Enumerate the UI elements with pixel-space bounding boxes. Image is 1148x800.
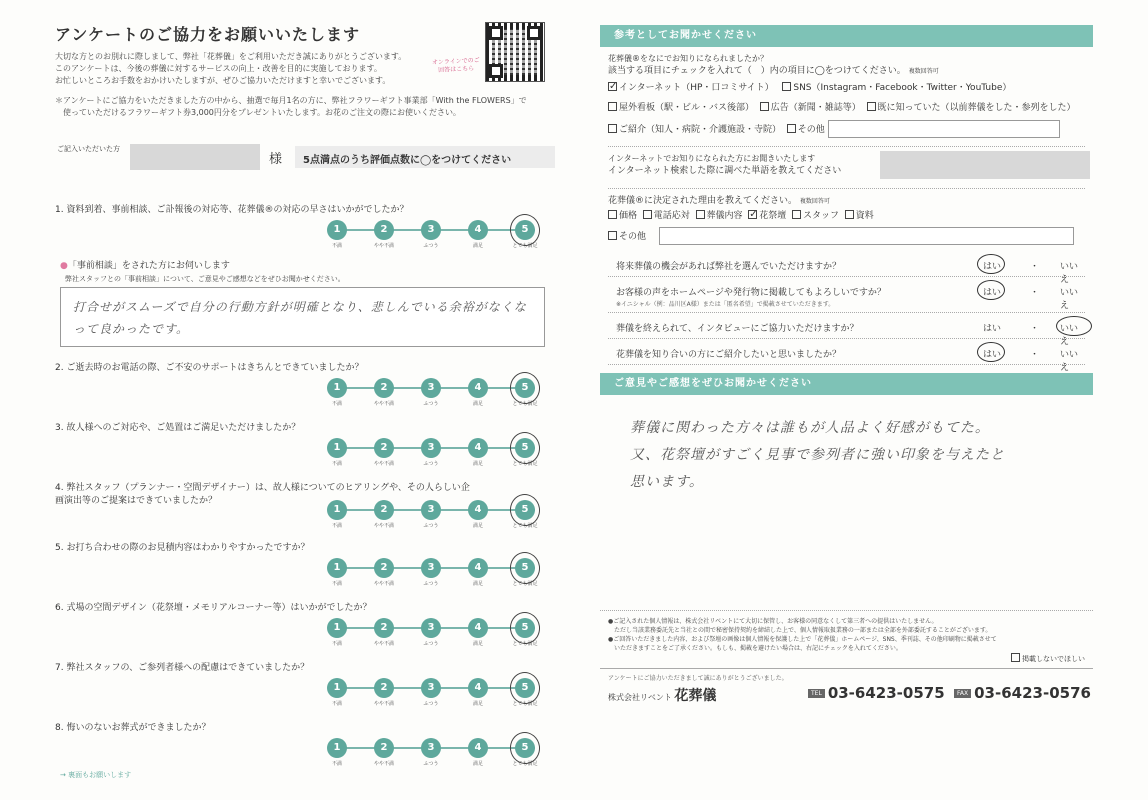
rating-option-5[interactable]: 5 [515, 678, 535, 698]
rating-label: ふつう [423, 243, 439, 249]
no-option[interactable]: いいえ [1060, 324, 1079, 347]
yn-question-1: 将来葬儀の機会があれば弊社を選んでいただけますか？ はい ・ いいえ [608, 251, 1085, 277]
rating-option-5[interactable]: 5 [515, 438, 535, 458]
rating-scale [325, 378, 555, 408]
left-page [55, 22, 555, 779]
yes-option[interactable]: はい [983, 350, 1002, 360]
rating-option-4[interactable]: 4 [468, 220, 488, 240]
question-text: 4. 弊社スタッフ（プランナー・空間デザイナー）は、故人様についてのヒアリングや、その人らしい企画演出等のご提案はできていましたか？ [55, 483, 470, 506]
reason-content[interactable]: 葬儀内容 [696, 211, 743, 221]
yn-question-4: 花葬儀を知り合いの方にご紹介したいと思いましたか？ はい ・ いいえ [608, 339, 1085, 365]
name-field[interactable] [130, 144, 260, 170]
opinion-area[interactable] [600, 395, 1093, 610]
rating-label: とても満足 [512, 701, 538, 707]
rating-option-1[interactable]: 1 [327, 500, 347, 520]
know-option-referral[interactable]: ご紹介（知人・病院・介護施設・寺院） [608, 125, 781, 135]
rating-scale [325, 678, 555, 708]
pre-consult-answer: 打合せがスムーズで自分の行動方針が明確となり、悲しんでいる余裕がなくなって良かったです。 [73, 300, 527, 336]
rating-label: 不満 [331, 401, 342, 407]
rating-label: やや不満 [373, 701, 394, 707]
know-option-sns[interactable]: SNS（Instagram・Facebook・Twitter・YouTube） [782, 83, 1011, 93]
reason-phone[interactable]: 電話応対 [643, 211, 690, 221]
qr-label: オンラインでのご回答はこちら [431, 56, 480, 74]
rating-option-1[interactable]: 1 [327, 558, 347, 578]
rating-label: ふつう [423, 401, 439, 407]
rating-scale [325, 618, 555, 648]
question-text: 5. お打ち合わせの際のお見積内容はわかりやすかったですか？ [55, 543, 310, 553]
rating-option-5[interactable]: 5 [515, 618, 535, 638]
rating-label: ふつう [423, 761, 439, 767]
rating-option-3[interactable]: 3 [421, 678, 441, 698]
rating-label: ふつう [423, 523, 439, 529]
rating-option-2[interactable]: 2 [374, 438, 394, 458]
rating-label: 不満 [331, 523, 342, 529]
rating-option-2[interactable]: 2 [374, 738, 394, 758]
question-text: 8. 悔いのないお葬式ができましたか？ [55, 723, 211, 733]
rating-label: 不満 [331, 461, 342, 467]
yes-option[interactable]: はい [983, 288, 1002, 298]
question-text: 7. 弊社スタッフの、ご参列者様への配慮はできていましたか？ [55, 663, 310, 673]
rating-label: とても満足 [512, 523, 538, 529]
reason-price[interactable]: 価格 [608, 211, 637, 221]
know-option-internet[interactable]: ✓インターネット（HP・口コミサイト） [608, 83, 774, 93]
rating-label: 満足 [472, 461, 483, 467]
rating-option-3[interactable]: 3 [421, 558, 441, 578]
reason-other-field[interactable] [659, 227, 1074, 245]
rating-option-5[interactable]: 5 [515, 220, 535, 240]
know-options-row1 [608, 80, 1085, 96]
intro-text: 大切な方とのお別れに際しまして、弊社「花葬儀」をご利用いただき誠にありがとうございます。 このアンケートは、今後の葬儀に対するサービスの向上・改善を目的に実施しております。 お忙しいところお手数をおかけいたしますが、ぜひご協力いただけますと幸いでございます。 [55, 52, 407, 85]
no-option[interactable]: いいえ [1060, 288, 1079, 311]
question-text: 6. 式場の空間デザイン（花祭壇・メモリアルコーナー等）はいかがでしたか？ [55, 603, 372, 613]
rating-option-4[interactable]: 4 [468, 500, 488, 520]
rating-label: ふつう [423, 461, 439, 467]
rating-option-1[interactable]: 1 [327, 738, 347, 758]
rating-label: 不満 [331, 243, 342, 249]
rating-label: やや不満 [373, 461, 394, 467]
yn-question-text: 葬儀を終えられて、インタビューにご協力いただけますか？ [616, 324, 859, 334]
rating-option-1[interactable]: 1 [327, 378, 347, 398]
rating-option-2[interactable]: 2 [374, 678, 394, 698]
opinion-text: 葬儀に関わった方々は誰もが人品よく好感がもてた。 又、花祭壇がすごく見事で参列者に強い印象を与えたと 思います。 [630, 420, 1005, 490]
selected-answer-circle [977, 342, 1005, 362]
rating-option-5[interactable]: 5 [515, 500, 535, 520]
rating-option-2[interactable]: 2 [374, 500, 394, 520]
know-option-ad[interactable]: 広告（新聞・雑誌等） [760, 103, 861, 113]
rating-scale [325, 738, 555, 768]
question-text: 2. ご逝去時のお電話の際、ご不安のサポートはきちんとできていましたか？ [55, 363, 364, 373]
rating-label: 満足 [472, 701, 483, 707]
question-text: 1. 資料到着、事前相談、ご訃報後の対応等、花葬儀®の対応の早さはいかがでしたか？ [55, 205, 409, 215]
rating-label: やや不満 [373, 523, 394, 529]
rating-label: ふつう [423, 701, 439, 707]
rating-label: やや不満 [373, 401, 394, 407]
reason-docs[interactable]: 資料 [845, 211, 874, 221]
no-publish-check[interactable]: 掲載しないでほしい [608, 653, 1085, 664]
reason-altar[interactable]: ✓ 花祭壇 [748, 211, 786, 221]
rating-label: 満足 [472, 523, 483, 529]
rating-option-4[interactable]: 4 [468, 558, 488, 578]
rating-label: 不満 [331, 641, 342, 647]
yes-option[interactable]: はい [983, 324, 1002, 334]
rating-option-1[interactable]: 1 [327, 678, 347, 698]
footer-contact: アンケートにご協力いただきまして誠にありがとうございました。 株式会社リベント 花葬儀 TEL 03-6423-0575 FAX 03-6423-0576 [600, 668, 1093, 708]
rating-scale [325, 558, 555, 588]
know-options-row3 [608, 120, 1085, 138]
no-option[interactable]: いいえ [1060, 262, 1079, 285]
rating-option-2[interactable]: 2 [374, 618, 394, 638]
rating-option-3[interactable]: 3 [421, 500, 441, 520]
yn-note: ※イニシャル（例：品川区A様）または「匿名希望」で掲載させていただきます。 [616, 301, 835, 308]
rating-label: 満足 [472, 243, 483, 249]
rating-option-1[interactable]: 1 [327, 220, 347, 240]
pre-consult-heading: ●「事前相談」をされた方にお伺いします [60, 261, 230, 271]
selected-answer-circle [977, 254, 1005, 274]
rating-option-3[interactable]: 3 [421, 378, 441, 398]
right-page [600, 25, 1093, 708]
rating-option-3[interactable]: 3 [421, 738, 441, 758]
rating-option-1[interactable]: 1 [327, 438, 347, 458]
search-keyword-field[interactable] [880, 151, 1090, 179]
page-title: アンケートのご協力をお願いいたします [55, 25, 361, 44]
selected-answer-circle [977, 280, 1005, 300]
rating-label: 満足 [472, 581, 483, 587]
question-7 [55, 662, 555, 707]
rating-label: とても満足 [512, 243, 538, 249]
rating-label: 不満 [331, 701, 342, 707]
yes-no-questions [600, 245, 1093, 373]
question-5 [55, 542, 555, 587]
rating-label: とても満足 [512, 581, 538, 587]
company-logo: 花葬儀 [674, 688, 717, 704]
privacy-notice: ●ご記入された個人情報は、株式会社リベントにて大切に保管し、お客様の同意なくして第三者への提供はいたしません。 ただし当該業務委託先と当社との間で秘密保持契約を締結した上で、個人情報取扱業務の一部または全部を外部委託することがございます。 ●ご回答いただきました内容、および祭壇の画像は個人情報を保護した上で「花葬儀」ホームページ、SNS、季刊誌、その他印刷物に掲載させて いただきますことをご了承ください。もしも、掲載を避けたい場合は、右記にチェックを入れてください。 掲載しないでほしい [600, 610, 1093, 664]
know-option-already[interactable]: 既に知っていた（以前葬儀をした・参列をした） [867, 103, 1076, 113]
rating-label: やや不満 [373, 641, 394, 647]
yes-option[interactable]: はい [983, 262, 1002, 272]
know-options-row2 [608, 100, 1085, 116]
question-3 [55, 422, 555, 467]
yn-question-text: 将来葬儀の機会があれば弊社を選んでいただけますか？ [616, 262, 842, 272]
section-opinion-header: ご意見やご感想をぜひお聞かせください [600, 373, 1093, 395]
turn-over-note: → 裏面もお願いします [60, 771, 132, 779]
selected-answer-circle [1056, 316, 1092, 336]
score-instruction: 5点満点のうち評価点数に◯をつけてください [295, 146, 555, 168]
rating-option-3[interactable]: 3 [421, 618, 441, 638]
rating-option-4[interactable]: 4 [468, 678, 488, 698]
qr-code-icon[interactable] [485, 22, 545, 82]
question-6 [55, 602, 555, 647]
reason-block: 花葬儀®に決定された理由を教えてください。 複数回答可 価格 電話応対 葬儀内容 ✓ 花祭壇 スタッフ 資料 その他 [608, 188, 1085, 245]
rating-option-2[interactable]: 2 [374, 378, 394, 398]
rating-option-5[interactable]: 5 [515, 738, 535, 758]
rating-label: やや不満 [373, 243, 394, 249]
rating-scale [325, 438, 555, 468]
rating-option-2[interactable]: 2 [374, 220, 394, 240]
yn-question-text: 花葬儀を知り合いの方にご紹介したいと思いましたか？ [616, 350, 842, 360]
rating-label: とても満足 [512, 641, 538, 647]
no-option[interactable]: いいえ [1060, 350, 1079, 373]
reason-staff[interactable]: スタッフ [792, 211, 839, 221]
rating-option-4[interactable]: 4 [468, 438, 488, 458]
question-text: 3. 故人様へのご対応や、ご処置はご満足いただけましたか？ [55, 423, 301, 433]
rating-label: ふつう [423, 581, 439, 587]
rating-option-2[interactable]: 2 [374, 558, 394, 578]
q-how-know-instruction: 該当する項目にチェックを入れて（ ）内の項目に◯をつけてください。 複数回答可 [608, 66, 939, 76]
rating-label: ふつう [423, 641, 439, 647]
net-query: インターネットでお知りになられた方にお聞きいたします インターネット検索した際に調べた単語を教えてください [608, 146, 1085, 188]
gift-notice: ＊アンケートにご協力をいただきました方の中から、抽選で毎月1名の方に、弊社フラワーギフト事業部「With the FLOWERS」で 使っていただけるフラワーギフト券3,000円分をプレゼントいたします。お花のご注文の際にお使いください。 [55, 96, 527, 117]
rating-option-1[interactable]: 1 [327, 618, 347, 638]
yn-question-2: お客様の声をホームページや発行物に掲載してもよろしいですか？ ※イニシャル（例：品川区A様）または「匿名希望」で掲載させていただきます。 はい ・ いいえ [608, 277, 1085, 313]
rating-label: やや不満 [373, 581, 394, 587]
rating-option-5[interactable]: 5 [515, 378, 535, 398]
question-2 [55, 362, 555, 407]
rating-label: 満足 [472, 641, 483, 647]
rating-label: とても満足 [512, 461, 538, 467]
know-option-other[interactable]: その他 [787, 125, 825, 135]
section-reference-header: 参考としてお聞かせください [600, 25, 1093, 47]
rating-label: とても満足 [512, 761, 538, 767]
question-4 [55, 482, 555, 529]
rating-scale [325, 500, 555, 530]
rating-option-3[interactable]: 3 [421, 220, 441, 240]
rating-label: 満足 [472, 761, 483, 767]
pre-consult-sub: 弊社スタッフとの「事前相談」について、ご意見やご感想などをぜひお聞かせください。 [65, 275, 345, 283]
rating-option-3[interactable]: 3 [421, 438, 441, 458]
rating-scale [325, 220, 555, 250]
q-how-know: 花葬儀®をなにでお知りになられましたか？ [608, 54, 768, 63]
rating-label: 不満 [331, 761, 342, 767]
rating-label: 不満 [331, 581, 342, 587]
know-option-billboard[interactable]: 屋外看板（駅・ビル・バス後部） [608, 103, 754, 113]
rating-option-4[interactable]: 4 [468, 378, 488, 398]
rating-option-4[interactable]: 4 [468, 738, 488, 758]
yn-question-3: 葬儀を終えられて、インタビューにご協力いただけますか？ はい ・ いいえ [608, 313, 1085, 339]
know-other-field[interactable] [828, 120, 1060, 138]
name-row: ご記入いただいた方 様 5点満点のうち評価点数に◯をつけてください [55, 144, 555, 172]
question-1 [55, 204, 555, 249]
question-8 [55, 722, 555, 767]
tel-number[interactable]: TEL 03-6423-0575 [808, 683, 945, 702]
rating-label: とても満足 [512, 401, 538, 407]
rating-option-4[interactable]: 4 [468, 618, 488, 638]
rating-label: 満足 [472, 401, 483, 407]
yn-question-text: お客様の声をホームページや発行物に掲載してもよろしいですか？ [616, 288, 886, 298]
rating-label: やや不満 [373, 761, 394, 767]
rating-option-5[interactable]: 5 [515, 558, 535, 578]
pre-consult-answer-box[interactable] [60, 287, 545, 347]
reason-other[interactable]: その他 [608, 232, 646, 242]
fax-number: FAX 03-6423-0576 [954, 683, 1091, 702]
